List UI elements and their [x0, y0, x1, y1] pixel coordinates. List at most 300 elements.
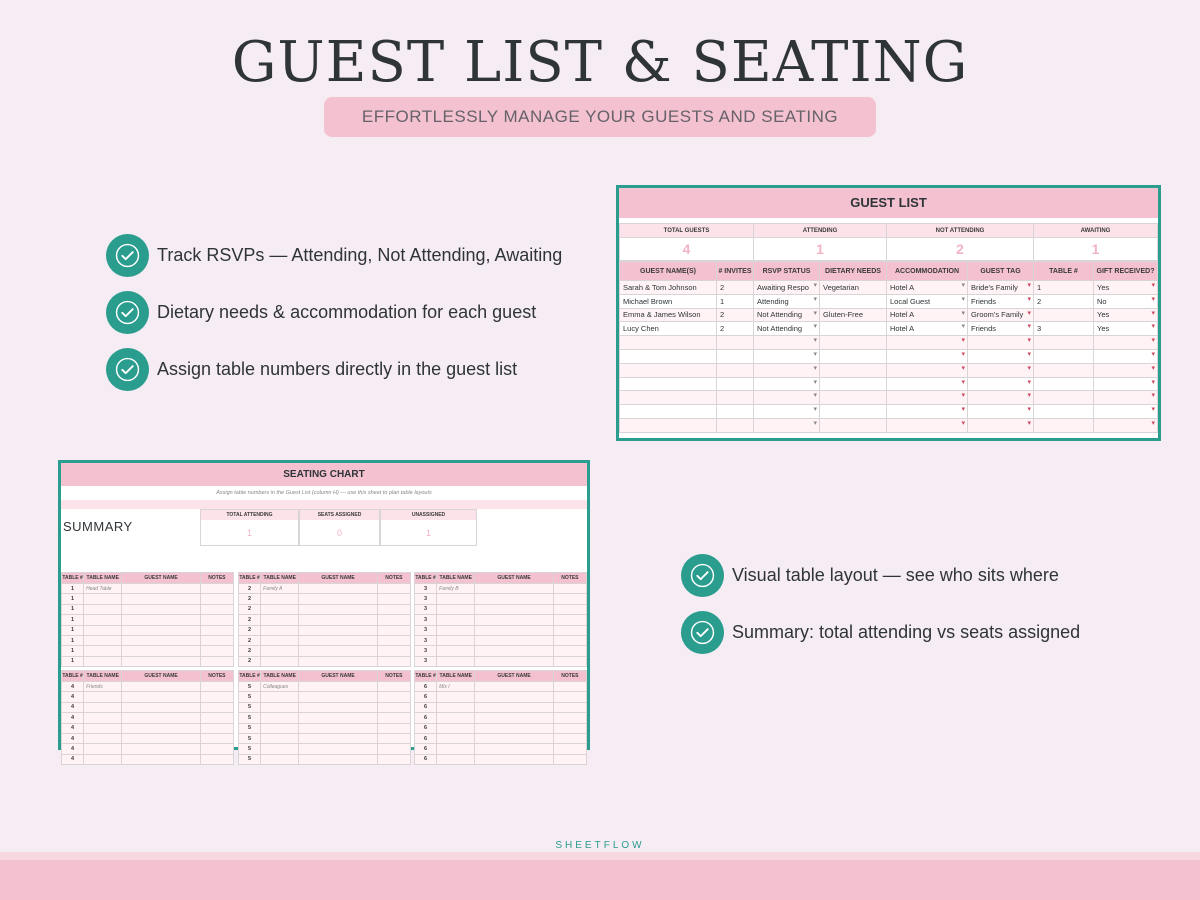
table-cell[interactable]	[1094, 377, 1158, 391]
notes-cell[interactable]	[553, 635, 586, 645]
notes-cell[interactable]	[200, 744, 233, 754]
stat-value: 1	[754, 238, 887, 261]
summary-unassigned	[380, 509, 477, 546]
table-cell[interactable]: 1	[717, 294, 754, 308]
feature-item-summary	[681, 611, 1080, 654]
notes-cell[interactable]	[377, 646, 410, 656]
guest-name-cell[interactable]	[122, 604, 200, 614]
table-name-cell[interactable]	[84, 754, 122, 764]
seat-row	[239, 656, 411, 666]
summary-total-attending	[200, 509, 299, 546]
notes-cell[interactable]	[200, 615, 233, 625]
notes-cell[interactable]	[377, 584, 410, 594]
notes-cell[interactable]	[200, 625, 233, 635]
guest-name-cell[interactable]	[299, 635, 377, 645]
seating-chart-note: Assign table numbers in the Guest List (column H) — use this sheet to plan table layouts	[216, 490, 432, 496]
table-cell[interactable]: Vegetarian	[820, 281, 887, 295]
table-name-cell[interactable]	[261, 594, 299, 604]
table-number-cell: 3	[415, 635, 437, 645]
table-number-cell: 6	[415, 754, 437, 764]
table-cell[interactable]	[620, 405, 717, 419]
table-cell[interactable]	[887, 418, 968, 432]
notes-cell[interactable]	[200, 702, 233, 712]
table-number-cell: 5	[239, 692, 261, 702]
table-cell[interactable]	[1034, 405, 1094, 419]
table-cell[interactable]: 1	[1034, 281, 1094, 295]
table-name-cell[interactable]	[84, 615, 122, 625]
table-name-cell[interactable]	[437, 723, 475, 733]
table-cell[interactable]: Sarah & Tom Johnson	[620, 281, 717, 295]
table-name-cell[interactable]: Colleagues	[261, 682, 299, 692]
notes-cell[interactable]	[553, 625, 586, 635]
notes-cell[interactable]	[377, 754, 410, 764]
table-cell[interactable]	[1034, 418, 1094, 432]
table-name-cell[interactable]	[261, 625, 299, 635]
table-cell[interactable]: Yes ▾	[1094, 308, 1158, 322]
guest-name-cell[interactable]	[475, 625, 553, 635]
table-name-cell[interactable]	[437, 625, 475, 635]
table-cell[interactable]	[820, 405, 887, 419]
table-number-cell: 5	[239, 682, 261, 692]
feature-item-layout	[681, 554, 1059, 597]
table-row	[620, 294, 1158, 308]
table-cell[interactable]	[968, 349, 1034, 363]
notes-cell[interactable]	[200, 584, 233, 594]
guest-name-cell[interactable]	[122, 733, 200, 743]
table-name-cell[interactable]	[84, 713, 122, 723]
table-name-cell[interactable]: Friends	[84, 682, 122, 692]
guest-name-cell[interactable]	[475, 733, 553, 743]
guest-name-cell[interactable]	[299, 702, 377, 712]
table-cell[interactable]: Yes ▾	[1094, 281, 1158, 295]
table-row	[620, 336, 1158, 350]
table-name-cell[interactable]	[261, 733, 299, 743]
guest-name-cell[interactable]	[475, 744, 553, 754]
table-cell[interactable]	[968, 391, 1034, 405]
column-header[interactable]: GIFT RECEIVED?	[1094, 262, 1158, 281]
notes-cell[interactable]	[200, 692, 233, 702]
table-number-cell: 6	[415, 744, 437, 754]
notes-cell[interactable]	[377, 625, 410, 635]
table-cell[interactable]	[717, 418, 754, 432]
table-name-cell[interactable]	[84, 692, 122, 702]
seat-row	[239, 604, 411, 614]
notes-cell[interactable]	[377, 656, 410, 666]
table-name-cell[interactable]	[84, 723, 122, 733]
notes-cell[interactable]	[553, 723, 586, 733]
table-cell[interactable]: Not Attending ▾	[754, 322, 820, 336]
table-number-cell: 2	[239, 615, 261, 625]
table-cell[interactable]	[887, 405, 968, 419]
notes-cell[interactable]	[200, 635, 233, 645]
table-name-cell[interactable]	[437, 615, 475, 625]
notes-cell[interactable]	[553, 682, 586, 692]
table-cell[interactable]: Attending ▾	[754, 294, 820, 308]
table-cell[interactable]	[968, 363, 1034, 377]
seat-row	[62, 733, 234, 743]
table-cell[interactable]: Friends ▾	[968, 294, 1034, 308]
table-cell[interactable]	[717, 363, 754, 377]
table-name-cell[interactable]	[437, 702, 475, 712]
table-cell[interactable]	[717, 405, 754, 419]
table-cell[interactable]	[887, 349, 968, 363]
table-cell[interactable]: Not Attending ▾	[754, 308, 820, 322]
table-cell[interactable]: Awaiting Respo ▾	[754, 281, 820, 295]
table-cell[interactable]	[820, 294, 887, 308]
table-name-cell[interactable]	[437, 594, 475, 604]
table-name-cell[interactable]	[261, 744, 299, 754]
table-cell[interactable]	[1094, 391, 1158, 405]
notes-cell[interactable]	[377, 594, 410, 604]
guest-name-cell[interactable]	[475, 692, 553, 702]
table-number-cell: 4	[62, 692, 84, 702]
notes-cell[interactable]	[377, 733, 410, 743]
guest-name-cell[interactable]	[122, 754, 200, 764]
column-header[interactable]: RSVP STATUS	[754, 262, 820, 281]
table-cell[interactable]	[1094, 336, 1158, 350]
notes-cell[interactable]	[377, 682, 410, 692]
table-number-cell: 6	[415, 723, 437, 733]
table-cell[interactable]	[1034, 349, 1094, 363]
table-cell[interactable]: Friends ▾	[968, 322, 1034, 336]
guest-name-cell[interactable]	[299, 692, 377, 702]
notes-cell[interactable]	[553, 584, 586, 594]
table-cell[interactable]: 3	[1034, 322, 1094, 336]
notes-cell[interactable]	[200, 713, 233, 723]
table-number-cell: 4	[62, 754, 84, 764]
guest-name-cell[interactable]	[475, 615, 553, 625]
table-cell[interactable]	[1094, 363, 1158, 377]
guest-name-cell[interactable]	[299, 733, 377, 743]
feature-item-rsvp	[106, 234, 562, 277]
table-cell[interactable]: 2	[717, 281, 754, 295]
seat-row	[415, 635, 587, 645]
table-name-cell[interactable]	[84, 635, 122, 645]
summary-label: SUMMARY	[63, 519, 133, 534]
table-cell[interactable]: Bride's Family ▾	[968, 281, 1034, 295]
column-header[interactable]: DIETARY NEEDS	[820, 262, 887, 281]
table-cell[interactable]	[717, 391, 754, 405]
table-name-cell[interactable]	[261, 723, 299, 733]
table-name-cell[interactable]	[84, 744, 122, 754]
table-name-cell[interactable]	[437, 635, 475, 645]
table-name-cell[interactable]	[84, 594, 122, 604]
guest-name-cell[interactable]	[299, 594, 377, 604]
table-cell[interactable]	[754, 349, 820, 363]
table-number-cell: 1	[62, 594, 84, 604]
table-cell[interactable]	[968, 405, 1034, 419]
notes-cell[interactable]	[200, 604, 233, 614]
notes-cell[interactable]	[377, 635, 410, 645]
column-header[interactable]: # INVITES	[717, 262, 754, 281]
table-cell[interactable]	[717, 336, 754, 350]
table-cell[interactable]	[1034, 377, 1094, 391]
table-cell[interactable]	[620, 349, 717, 363]
seat-row	[62, 604, 234, 614]
table-cell[interactable]	[754, 363, 820, 377]
seat-row	[239, 635, 411, 645]
table-cell[interactable]	[717, 377, 754, 391]
table-cell[interactable]	[968, 336, 1034, 350]
table-cell[interactable]	[820, 363, 887, 377]
table-name-cell[interactable]	[437, 754, 475, 764]
guest-name-cell[interactable]	[475, 646, 553, 656]
table-name-cell[interactable]	[84, 733, 122, 743]
block-column-header: GUEST NAME	[299, 671, 377, 682]
notes-cell[interactable]	[200, 733, 233, 743]
guest-name-cell[interactable]	[122, 682, 200, 692]
guest-name-cell[interactable]	[299, 625, 377, 635]
guest-name-cell[interactable]	[299, 646, 377, 656]
guest-name-cell[interactable]	[299, 615, 377, 625]
stat-label: NOT ATTENDING	[887, 224, 1034, 238]
block-column-header: GUEST NAME	[299, 573, 377, 584]
table-name-cell[interactable]	[437, 744, 475, 754]
summary-stat-label: TOTAL ATTENDING	[201, 510, 298, 520]
table-number-cell: 1	[62, 635, 84, 645]
notes-cell[interactable]	[377, 744, 410, 754]
block-column-header: NOTES	[377, 573, 410, 584]
table-cell[interactable]	[620, 377, 717, 391]
guest-name-cell[interactable]	[299, 754, 377, 764]
table-cell[interactable]	[1094, 349, 1158, 363]
table-cell[interactable]	[754, 336, 820, 350]
table-name-cell[interactable]	[84, 702, 122, 712]
table-cell[interactable]: Hotel A ▾	[887, 322, 968, 336]
guest-name-cell[interactable]	[122, 656, 200, 666]
seat-row	[415, 584, 587, 594]
guest-name-cell[interactable]	[122, 594, 200, 604]
guest-rows	[620, 281, 1158, 433]
feature-text: Dietary needs & accommodation for each guest	[157, 302, 537, 322]
guest-name-cell[interactable]	[299, 713, 377, 723]
notes-cell[interactable]	[377, 713, 410, 723]
notes-cell[interactable]	[377, 615, 410, 625]
table-cell[interactable]	[1034, 336, 1094, 350]
table-name-cell[interactable]	[437, 713, 475, 723]
guest-name-cell[interactable]	[475, 604, 553, 614]
column-header[interactable]: ACCOMMODATION	[887, 262, 968, 281]
guest-name-cell[interactable]	[122, 646, 200, 656]
table-cell[interactable]: 2	[717, 308, 754, 322]
table-cell[interactable]: Michael Brown	[620, 294, 717, 308]
guest-name-cell[interactable]	[475, 635, 553, 645]
table-name-cell[interactable]	[261, 702, 299, 712]
guest-name-cell[interactable]	[299, 682, 377, 692]
table-cell[interactable]: Gluten-Free	[820, 308, 887, 322]
seat-row	[239, 713, 411, 723]
notes-cell[interactable]	[200, 594, 233, 604]
table-number-cell: 5	[239, 744, 261, 754]
guest-name-cell[interactable]	[299, 604, 377, 614]
column-header[interactable]: GUEST TAG	[968, 262, 1034, 281]
guest-table	[619, 261, 1158, 433]
table-cell[interactable]: Local Guest ▾	[887, 294, 968, 308]
feature-text: Visual table layout — see who sits where	[732, 565, 1059, 585]
table-cell[interactable]	[754, 377, 820, 391]
table-name-cell[interactable]	[261, 713, 299, 723]
table-name-cell[interactable]: Family A	[261, 584, 299, 594]
page-title: GUEST LIST & SEATING	[231, 30, 969, 95]
seat-row	[239, 733, 411, 743]
stat-label: ATTENDING	[754, 224, 887, 238]
table-cell[interactable]	[620, 336, 717, 350]
notes-cell[interactable]	[377, 604, 410, 614]
table-name-cell[interactable]: Head Table	[84, 584, 122, 594]
table-cell[interactable]: 2	[717, 322, 754, 336]
table-number-cell: 3	[415, 604, 437, 614]
table-name-cell[interactable]	[437, 604, 475, 614]
table-cell[interactable]: Emma & James Wilson	[620, 308, 717, 322]
guest-name-cell[interactable]	[475, 754, 553, 764]
table-cell[interactable]	[1034, 308, 1094, 322]
guest-name-cell[interactable]	[475, 713, 553, 723]
notes-cell[interactable]	[200, 754, 233, 764]
guest-name-cell[interactable]	[122, 723, 200, 733]
table-cell[interactable]	[620, 391, 717, 405]
table-cell[interactable]	[887, 336, 968, 350]
table-cell[interactable]	[1034, 363, 1094, 377]
notes-cell[interactable]	[377, 692, 410, 702]
table-cell[interactable]	[820, 418, 887, 432]
guest-name-cell[interactable]	[122, 625, 200, 635]
table-name-cell[interactable]	[437, 692, 475, 702]
table-name-cell[interactable]	[84, 604, 122, 614]
guest-name-cell[interactable]	[122, 702, 200, 712]
notes-cell[interactable]	[553, 702, 586, 712]
table-name-cell[interactable]	[261, 692, 299, 702]
seat-row	[62, 702, 234, 712]
table-name-cell[interactable]	[261, 635, 299, 645]
table-cell[interactable]: Yes ▾	[1094, 322, 1158, 336]
table-cell[interactable]	[620, 418, 717, 432]
table-name-cell[interactable]: Mix I	[437, 682, 475, 692]
guest-name-cell[interactable]	[122, 692, 200, 702]
notes-cell[interactable]	[553, 692, 586, 702]
seat-row	[415, 594, 587, 604]
table-cell[interactable]	[1034, 391, 1094, 405]
table-cell[interactable]	[820, 349, 887, 363]
notes-cell[interactable]	[553, 594, 586, 604]
notes-cell[interactable]	[553, 733, 586, 743]
table-cell[interactable]	[887, 377, 968, 391]
seating-chart-sheet	[58, 460, 590, 763]
table-row	[620, 322, 1158, 336]
table-name-cell[interactable]	[261, 646, 299, 656]
table-cell[interactable]: Lucy Chen	[620, 322, 717, 336]
table-name-cell[interactable]	[84, 656, 122, 666]
notes-cell[interactable]	[553, 754, 586, 764]
table-name-cell[interactable]	[437, 733, 475, 743]
notes-cell[interactable]	[200, 656, 233, 666]
seat-row	[415, 604, 587, 614]
notes-cell[interactable]	[553, 713, 586, 723]
table-cell[interactable]	[820, 322, 887, 336]
table-cell[interactable]: Groom's Family ▾	[968, 308, 1034, 322]
guest-name-cell[interactable]	[475, 584, 553, 594]
guest-name-cell[interactable]	[299, 584, 377, 594]
table-cell[interactable]	[1094, 405, 1158, 419]
guest-name-cell[interactable]	[122, 713, 200, 723]
table-cell[interactable]: No ▾	[1094, 294, 1158, 308]
table-cell[interactable]	[754, 405, 820, 419]
table-name-cell[interactable]: Family B	[437, 584, 475, 594]
table-cell[interactable]	[887, 363, 968, 377]
table-number-cell: 4	[62, 744, 84, 754]
table-cell[interactable]	[1094, 418, 1158, 432]
notes-cell[interactable]	[377, 723, 410, 733]
footer-stripe	[0, 852, 1200, 860]
notes-cell[interactable]	[553, 656, 586, 666]
guest-name-cell[interactable]	[475, 656, 553, 666]
notes-cell[interactable]	[553, 615, 586, 625]
guest-name-cell[interactable]	[299, 723, 377, 733]
guest-name-cell[interactable]	[475, 702, 553, 712]
table-name-cell[interactable]	[84, 625, 122, 635]
table-cell[interactable]	[820, 391, 887, 405]
summary-stat-label: UNASSIGNED	[381, 510, 476, 520]
table-cell[interactable]	[754, 391, 820, 405]
notes-cell[interactable]	[553, 604, 586, 614]
guest-name-cell[interactable]	[122, 635, 200, 645]
table-cell[interactable]	[717, 349, 754, 363]
table-cell[interactable]	[968, 377, 1034, 391]
guest-name-cell[interactable]	[299, 744, 377, 754]
notes-cell[interactable]	[553, 646, 586, 656]
table-name-cell[interactable]	[261, 604, 299, 614]
notes-cell[interactable]	[377, 702, 410, 712]
notes-cell[interactable]	[200, 682, 233, 692]
guest-name-cell[interactable]	[475, 723, 553, 733]
guest-name-cell[interactable]	[299, 656, 377, 666]
table-name-cell[interactable]	[261, 754, 299, 764]
column-header[interactable]: GUEST NAME(S)	[620, 262, 717, 281]
guest-name-cell[interactable]	[122, 615, 200, 625]
table-cell[interactable]	[887, 391, 968, 405]
table-name-cell[interactable]	[84, 646, 122, 656]
table-number-cell: 3	[415, 584, 437, 594]
notes-cell[interactable]	[200, 723, 233, 733]
table-row	[620, 405, 1158, 419]
guest-name-cell[interactable]	[475, 682, 553, 692]
seating-table-block	[414, 572, 587, 667]
table-cell[interactable]	[820, 336, 887, 350]
stat-value: 4	[620, 238, 754, 261]
table-cell[interactable]: Hotel A ▾	[887, 308, 968, 322]
seating-table-block	[61, 572, 234, 667]
table-cell[interactable]	[820, 377, 887, 391]
table-cell[interactable]	[754, 418, 820, 432]
guest-name-cell[interactable]	[122, 584, 200, 594]
table-cell[interactable]	[620, 363, 717, 377]
notes-cell[interactable]	[553, 744, 586, 754]
table-name-cell[interactable]	[437, 656, 475, 666]
table-name-cell[interactable]	[261, 656, 299, 666]
table-cell[interactable]: 2	[1034, 294, 1094, 308]
table-name-cell[interactable]	[437, 646, 475, 656]
seat-row	[239, 744, 411, 754]
table-cell[interactable]	[968, 418, 1034, 432]
summary-stat-value: 1	[246, 528, 252, 538]
column-header[interactable]: TABLE #	[1034, 262, 1094, 281]
notes-cell[interactable]	[200, 646, 233, 656]
guest-name-cell[interactable]	[475, 594, 553, 604]
seat-row	[62, 646, 234, 656]
table-name-cell[interactable]	[261, 615, 299, 625]
table-cell[interactable]: Hotel A ▾	[887, 281, 968, 295]
table-number-cell: 1	[62, 615, 84, 625]
guest-name-cell[interactable]	[122, 744, 200, 754]
